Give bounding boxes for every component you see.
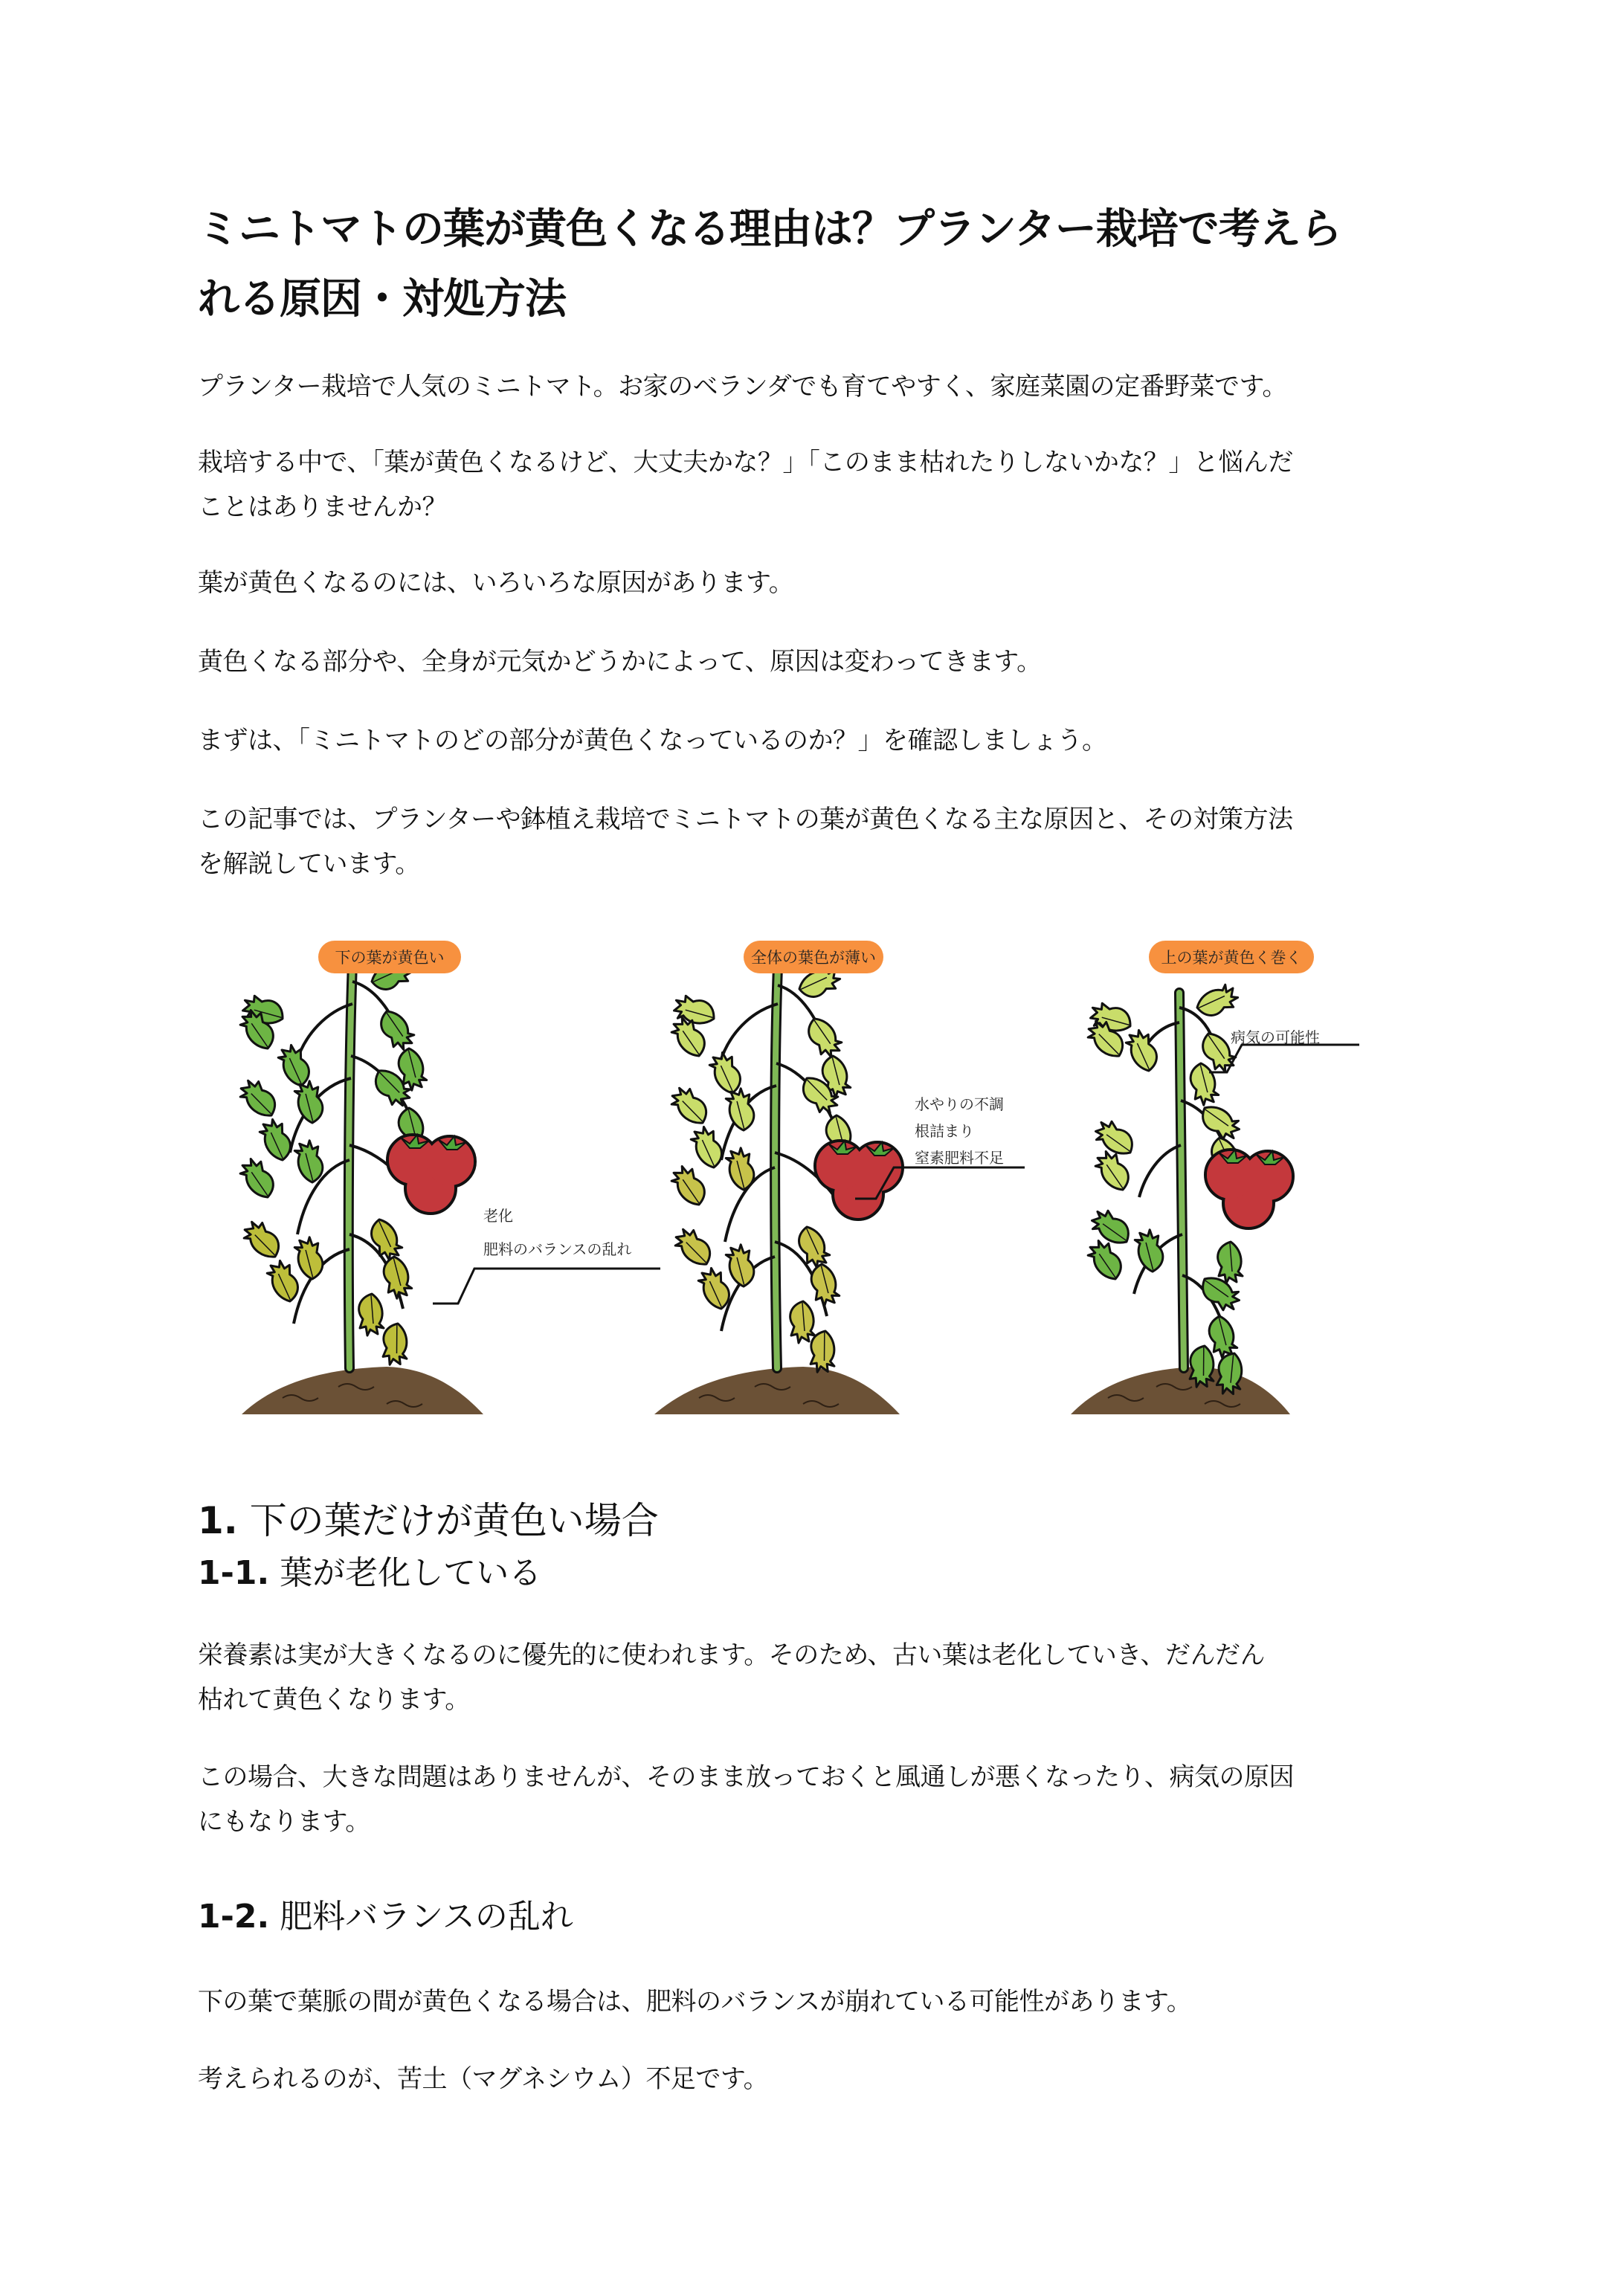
section-1-heading	[198, 1495, 659, 1547]
panel-1-callout-1: 老化	[483, 1207, 513, 1225]
page-title	[198, 195, 1447, 335]
section-1-number: 1.	[198, 1499, 238, 1542]
subsection-1-2-number: 1-2.	[198, 1898, 270, 1936]
subsection-1-1-paragraph-1-line-2: 枯れて黄色くなります。	[198, 1685, 470, 1715]
panel-2-callout-3: 窒素肥料不足	[915, 1149, 1004, 1167]
panel-1-label: 下の葉が黄色い	[335, 949, 445, 967]
panel-2-callout-2: 根詰まり	[915, 1122, 974, 1140]
subsection-1-2-paragraph-2: 考えられるのが、苦土（マグネシウム）不足です。	[198, 2064, 769, 2094]
title-line-1: ミニトマトの葉が黄色くなる理由は？プランター栽培で考えら	[198, 205, 1341, 254]
panel-1-callout-2: 肥料のバランスの乱れ	[483, 1240, 632, 1258]
panel-2-label: 全体の葉色が薄い	[751, 949, 876, 967]
plant-panel-lower-leaves-yellow	[238, 941, 660, 1414]
title-line-2: れる原因・対処方法	[198, 275, 566, 323]
subsection-1-2-heading	[198, 1895, 573, 1939]
subsection-1-1-paragraph-2-line-2: にもなります。	[198, 1807, 370, 1837]
subsection-1-1-heading	[198, 1551, 541, 1596]
intro-paragraph-2-line-1: 栽培する中で、「葉が黄色くなるけど、大丈夫かな？」「このまま枯れたりしないかな？」と悩んだ	[198, 448, 1293, 477]
subsection-1-1-paragraph-2-line-1: この場合、大きな問題はありませんが、そのまま放っておくと風通しが悪くなったり、病気の原因	[198, 1762, 1294, 1792]
subsection-1-1-number: 1-1.	[198, 1554, 270, 1592]
intro-paragraph-5: まずは、「ミニトマトのどの部分が黄色くなっているのか？」を確認しましょう。	[198, 726, 1107, 755]
intro-paragraph-6-line-1: この記事では、プランターや鉢植え栽培でミニトマトの葉が黄色くなる主な原因と、その対策方法	[198, 805, 1293, 834]
section-1-title: 下の葉だけが黄色い場合	[249, 1499, 659, 1542]
subsection-1-2-paragraph-1: 下の葉で葉脈の間が黄色くなる場合は、肥料のバランスが崩れている可能性があります。	[198, 1987, 1192, 2017]
intro-paragraph-6-line-2: を解説しています。	[198, 849, 420, 879]
panel-3-callout-1: 病気の可能性	[1231, 1028, 1320, 1046]
plant-panel-upper-leaves-curl	[1071, 941, 1359, 1414]
panel-2-callout-1: 水やりの不調	[915, 1095, 1004, 1113]
panel-3-label: 上の葉が黄色く巻く	[1161, 949, 1302, 967]
subsection-1-2-title: 肥料バランスの乱れ	[280, 1898, 573, 1936]
intro-paragraph-1: プランター栽培で人気のミニトマト。お家のベランダでも育てやすく、家庭菜園の定番野菜です。	[198, 372, 1287, 402]
intro-paragraph-3: 葉が黄色くなるのには、いろいろな原因があります。	[198, 568, 794, 598]
intro-paragraph-2-line-2: ことはありませんか？	[198, 492, 447, 522]
subsection-1-1-title: 葉が老化している	[280, 1554, 542, 1592]
subsection-1-1-paragraph-1-line-1: 栄養素は実が大きくなるのに優先的に使われます。そのため、古い葉は老化していき、だんだん	[198, 1640, 1266, 1670]
plant-panel-overall-pale	[654, 941, 1025, 1414]
tomato-leaf-illustration	[238, 937, 1443, 1428]
intro-paragraph-4: 黄色くなる部分や、全身が元気かどうかによって、原因は変わってきます。	[198, 647, 1042, 677]
